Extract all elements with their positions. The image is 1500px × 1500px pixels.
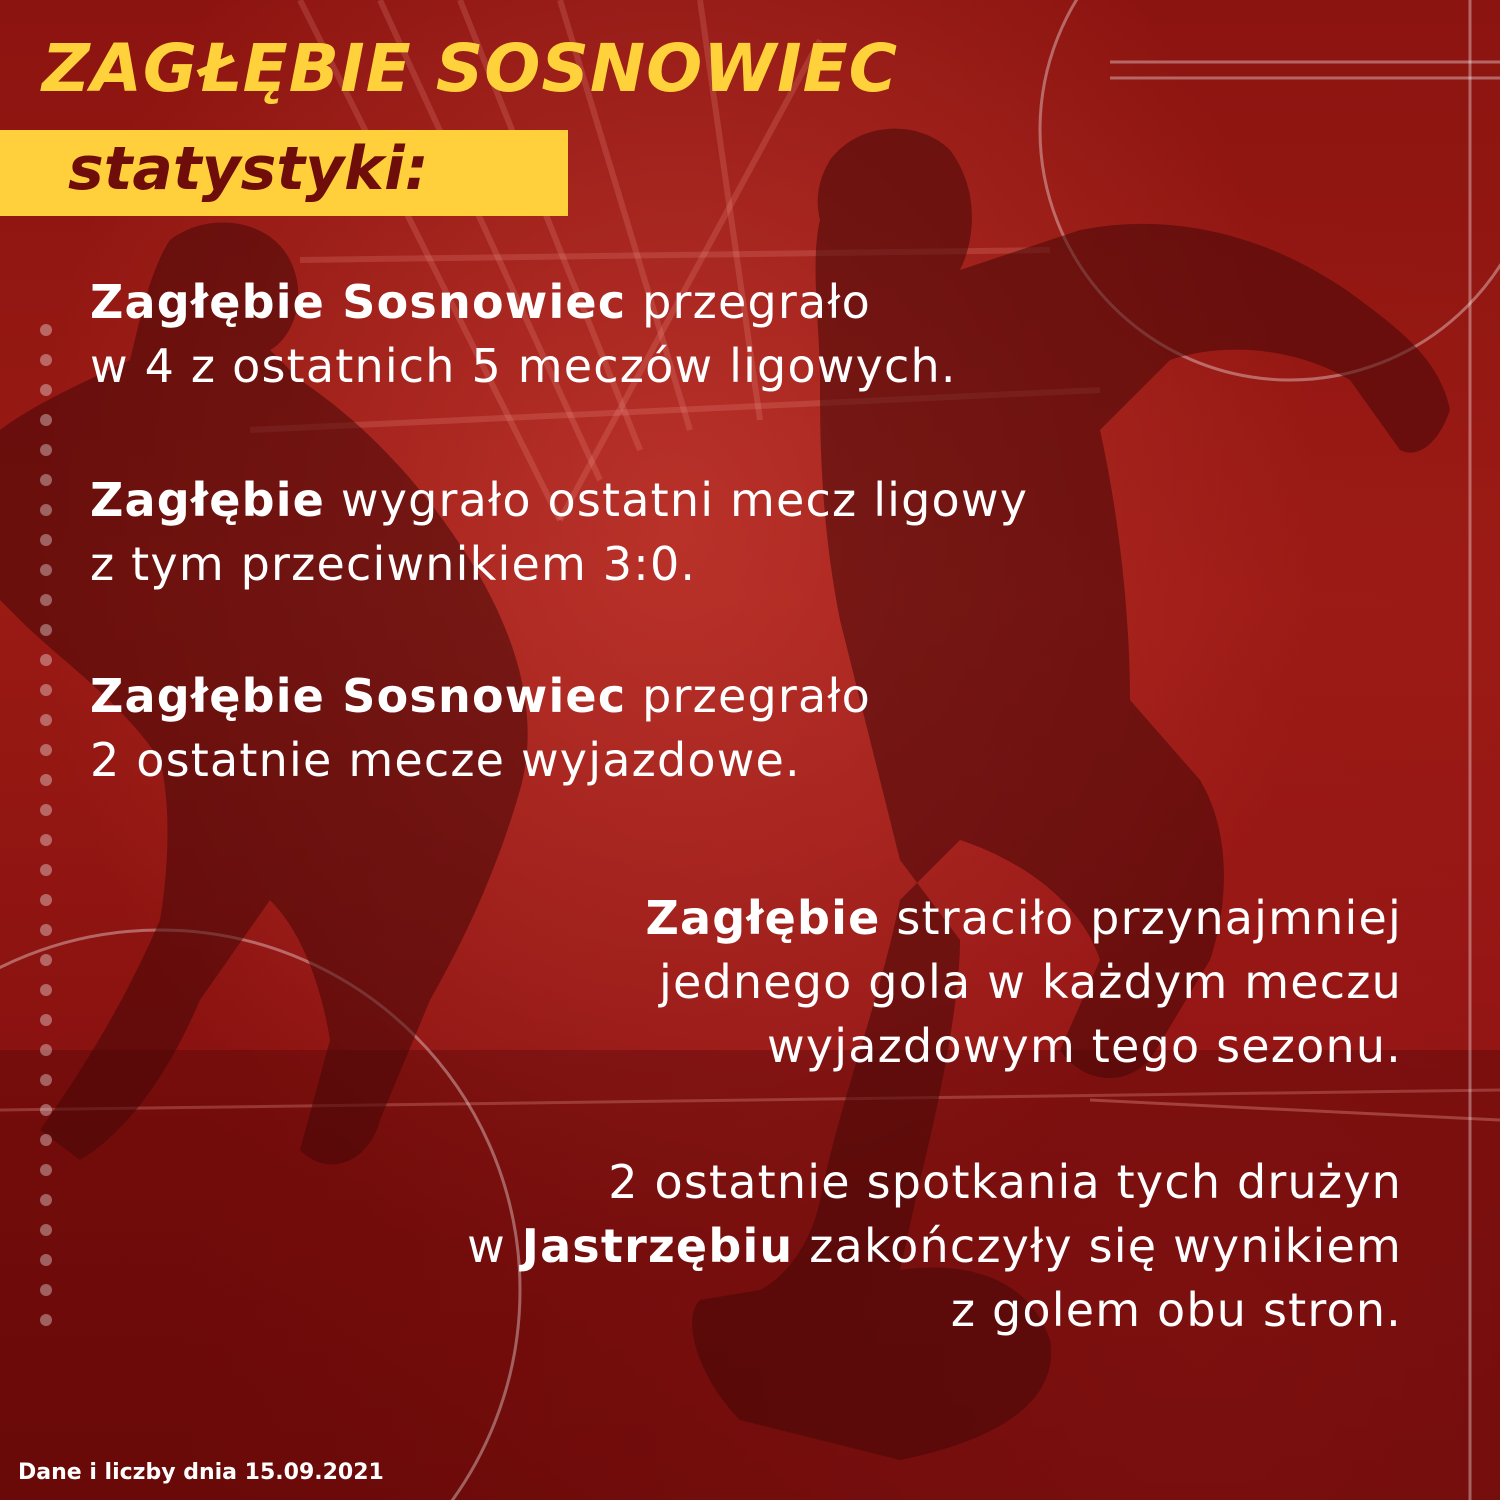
subtitle: statystyki:	[68, 134, 429, 204]
stat-2-bold: Zagłębie	[90, 473, 326, 527]
data-date-note: Dane i liczby dnia 15.09.2021	[18, 1460, 384, 1485]
stat-item-5	[467, 1150, 1402, 1342]
stat-1-bold: Zagłębie Sosnowiec	[90, 275, 627, 329]
stat-item-2	[90, 468, 1028, 596]
stat-2-line2: z tym przeciwnikiem 3:0.	[90, 537, 697, 591]
stat-4-line2: jednego gola w każdym meczu	[659, 955, 1402, 1009]
stat-1-line2: w 4 z ostatnich 5 meczów ligowych.	[90, 339, 957, 393]
stat-1-text: przegrało	[626, 275, 871, 329]
stat-2-text: wygrało ostatni mecz ligowy	[325, 473, 1029, 527]
stat-4-bold: Zagłębie	[645, 891, 881, 945]
stat-5-line3: z golem obu stron.	[950, 1283, 1402, 1337]
stat-5-line1: 2 ostatnie spotkania tych drużyn	[608, 1155, 1402, 1209]
stat-4-text: straciło przynajmniej	[880, 891, 1402, 945]
team-title: ZAGŁĘBIE SOSNOWIEC	[42, 30, 899, 107]
stat-5-pre: w	[467, 1219, 522, 1273]
stat-item-3	[90, 664, 871, 792]
stat-item-1	[90, 270, 957, 398]
stat-3-line2: 2 ostatnie mecze wyjazdowe.	[90, 733, 801, 787]
stat-5-text: zakończyły się wynikiem	[793, 1219, 1402, 1273]
stat-4-line3: wyjazdowym tego sezonu.	[767, 1019, 1402, 1073]
stat-3-bold: Zagłębie Sosnowiec	[90, 669, 627, 723]
stat-5-bold: Jastrzębiu	[521, 1219, 794, 1273]
stat-item-4	[645, 886, 1402, 1078]
stat-3-text: przegrało	[626, 669, 871, 723]
